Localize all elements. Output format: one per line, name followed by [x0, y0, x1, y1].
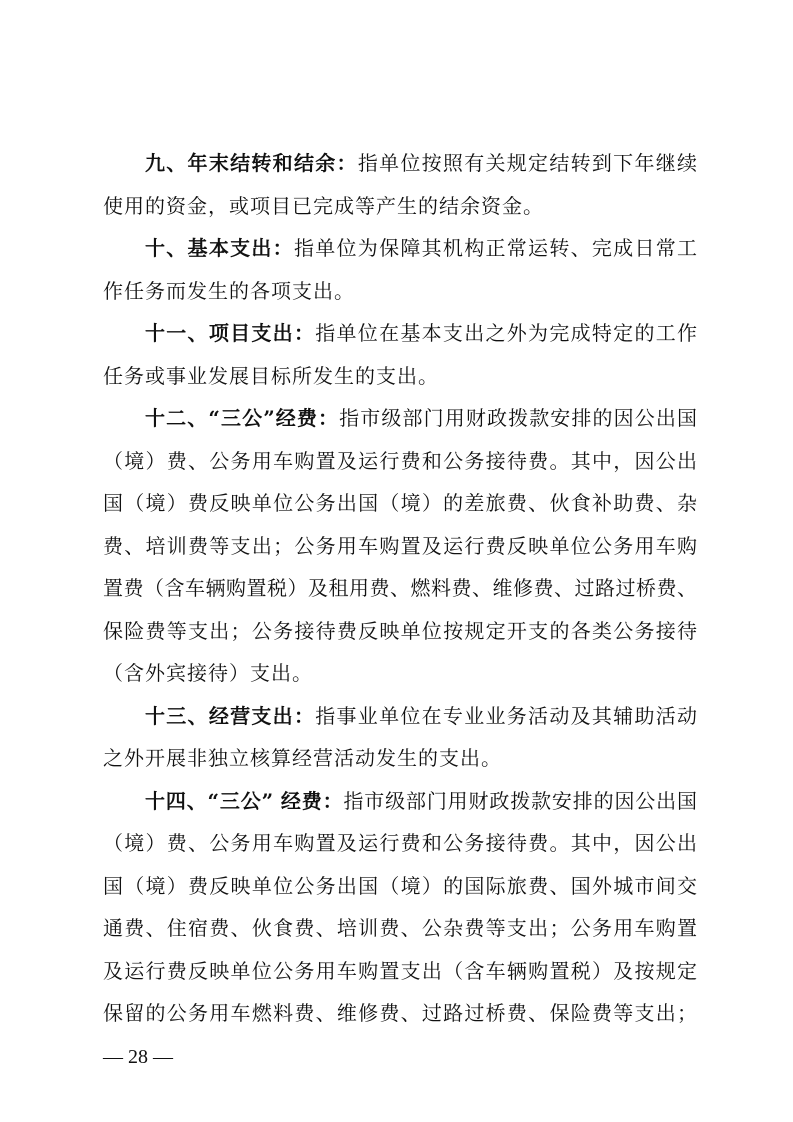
paragraph-basic-expenditure: [103, 227, 697, 312]
text-line: 通费、住宿费、伙食费、培训费、公杂费等支出；公务用车购置: [103, 916, 697, 940]
text-line: 及运行费反映单位公务用车购置支出（含车辆购置税）及按规定: [103, 958, 697, 983]
text-line: 保留的公务用车燃料费、维修费、过路过桥费、保险费等支出；: [103, 1001, 697, 1025]
term-heading: 十四、“三公” 经费：: [145, 788, 344, 813]
term-heading: 十三、经营支出：: [145, 703, 316, 728]
paragraph-project-expenditure: [103, 312, 697, 397]
paragraph-operating-expenditure: [103, 695, 697, 780]
term-heading: 九、年末结转和结余：: [145, 151, 358, 175]
text-line: （含外宾接待）支出。: [103, 661, 313, 685]
term-heading: 十二、“三公”经费：: [145, 406, 340, 430]
text-line: [103, 142, 697, 185]
text-line: 任务或事业发展目标所发生的支出。: [103, 363, 439, 388]
term-definition: 指市级部门用财政拨款安排的因公出国: [343, 788, 698, 813]
text-line: 费、培训费等支出；公务用车购置及运行费反映单位公务用车购: [103, 533, 697, 558]
text-line: [103, 312, 697, 355]
text-line: [103, 780, 697, 823]
paragraph-three-public-expenses-b: [103, 780, 697, 1035]
text-line: 国（境）费反映单位公务出国（境）的差旅费、伙食补助费、杂: [103, 491, 697, 515]
text-line: [103, 397, 697, 440]
text-line: 使用的资金，或项目已完成等产生的结余资金。: [103, 193, 544, 218]
text-line: 国（境）费反映单位公务出国（境）的国际旅费、国外城市间交: [103, 873, 697, 898]
term-heading: 十、基本支出：: [145, 236, 294, 260]
text-line: （境）费、公务用车购置及运行费和公务接待费。其中，因公出: [103, 448, 697, 473]
document-body: [103, 142, 697, 1035]
term-definition: 指事业单位在专业业务活动及其辅助活动: [315, 703, 698, 728]
text-line: 作任务而发生的各项支出。: [103, 278, 355, 303]
paragraph-carryover-balance: [103, 142, 697, 227]
text-line: （境）费、公务用车购置及运行费和公务接待费。其中，因公出: [103, 831, 697, 855]
term-definition: 指单位为保障其机构正常运转、完成日常工: [293, 236, 698, 260]
term-heading: 十一、项目支出：: [145, 321, 316, 345]
text-line: 之外开展非独立核算经营活动发生的支出。: [103, 746, 502, 770]
term-definition: 指市级部门用财政拨款安排的因公出国: [339, 406, 697, 430]
text-line: [103, 695, 697, 738]
term-definition: 指单位在基本支出之外为完成特定的工作: [315, 321, 698, 345]
text-line: 保险费等支出；公务接待费反映单位按规定开支的各类公务接待: [103, 618, 697, 643]
page-number: — 28 —: [103, 1046, 173, 1068]
term-definition: 指单位按照有关规定结转到下年继续: [357, 151, 698, 175]
paragraph-three-public-expenses-a: [103, 397, 697, 695]
text-line: 置费（含车辆购置税）及租用费、燃料费、维修费、过路过桥费、: [103, 576, 697, 600]
text-line: [103, 227, 697, 270]
